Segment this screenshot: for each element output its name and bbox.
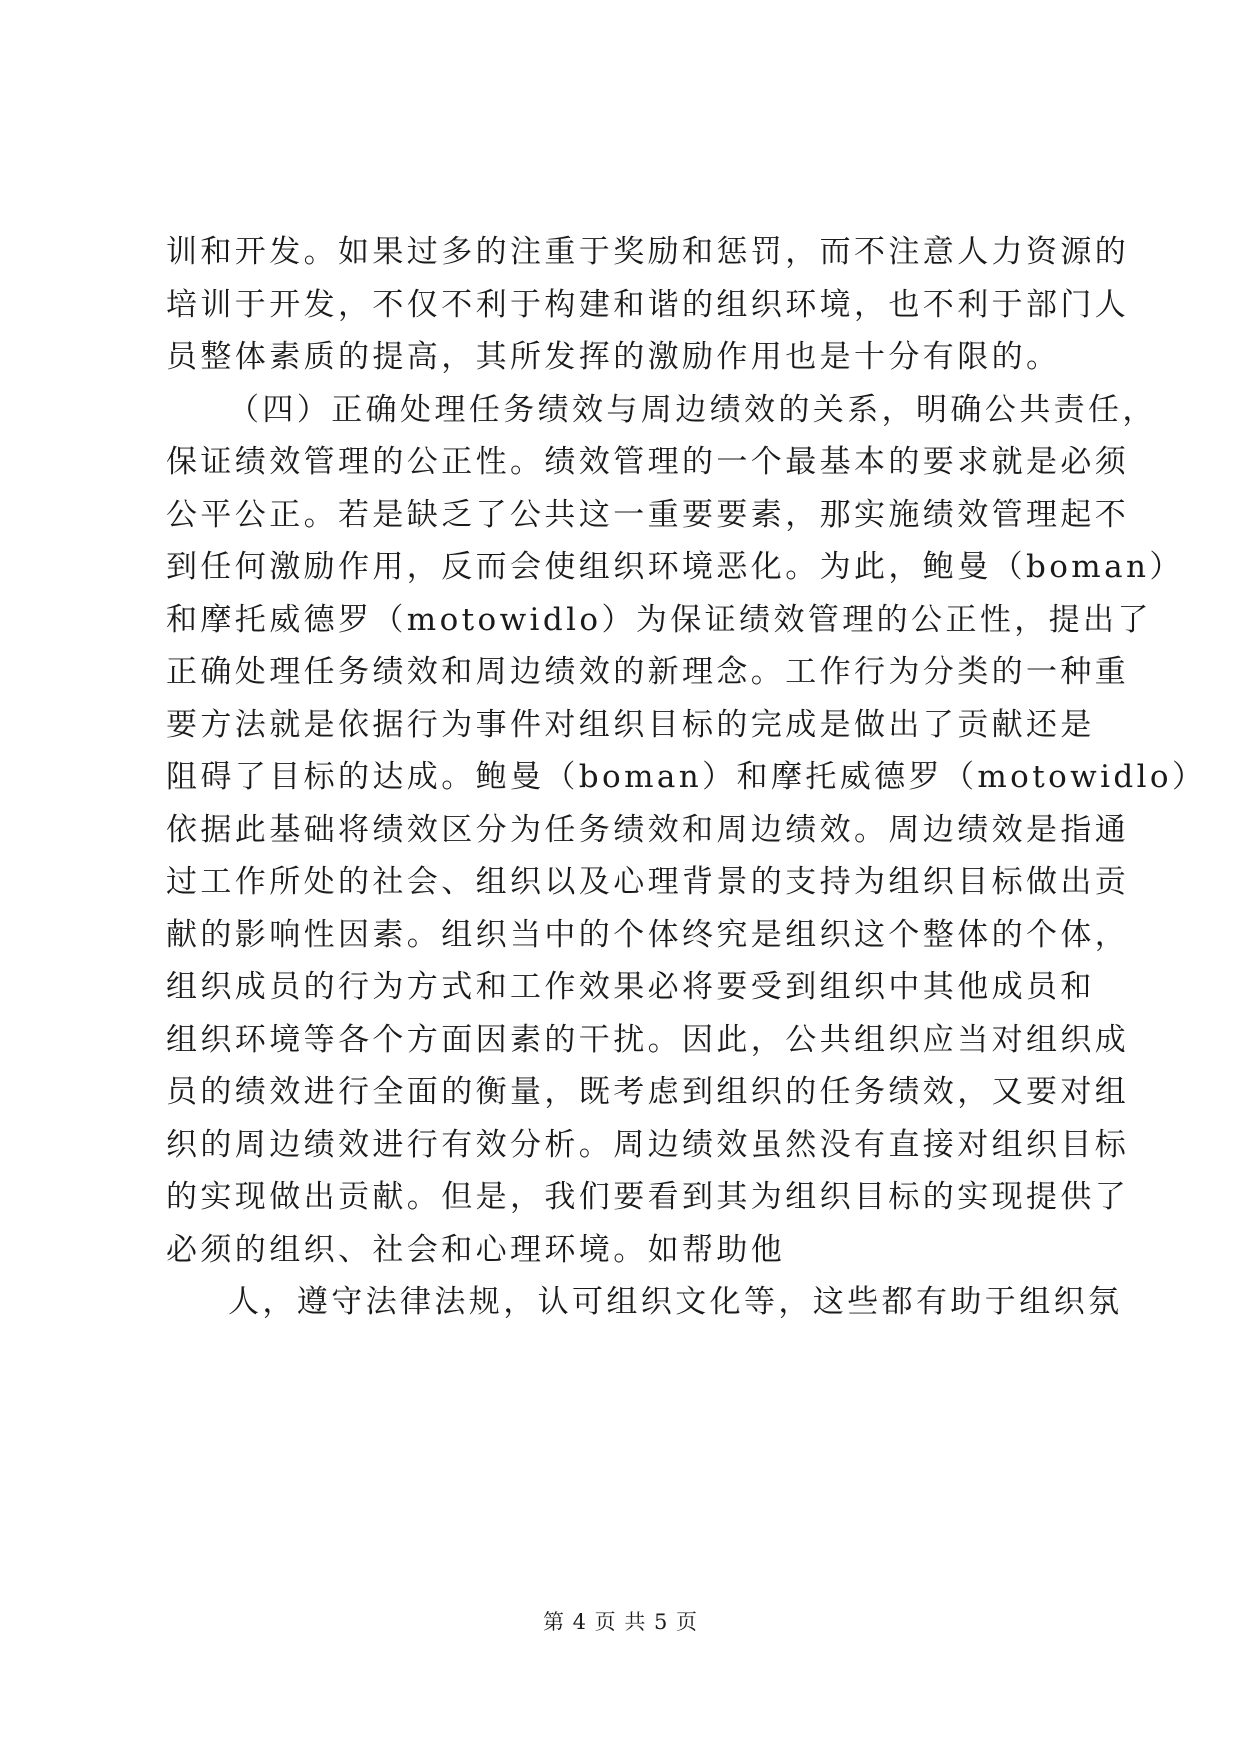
text-line: 员整体素质的提高，其所发挥的激励作用也是十分有限的。 — [166, 339, 1061, 375]
text-line: 要方法就是依据行为事件对组织目标的完成是做出了贡献还是 — [166, 706, 1095, 743]
text-line: 公平公正。若是缺乏了公共这一重要要素，那实施绩效管理起不 — [166, 496, 1130, 533]
text-line: 到任何激励作用，反而会使组织环境恶化。为此，鲍曼（boman） — [166, 549, 1184, 585]
text-line: 献的影响性因素。组织当中的个体终究是组织这个整体的个体， — [166, 916, 1130, 953]
text-line: 织的周边绩效进行有效分析。周边绩效虽然没有直接对组织目标 — [166, 1126, 1130, 1163]
text-line: 正确处理任务绩效和周边绩效的新理念。工作行为分类的一种重 — [166, 654, 1130, 690]
text-line: 组织成员的行为方式和工作效果必将要受到组织中其他成员和 — [166, 969, 1095, 1005]
text-line: 组织环境等各个方面因素的干扰。因此，公共组织应当对组织成 — [166, 1021, 1130, 1058]
text-line: 保证绩效管理的公正性。绩效管理的一个最基本的要求就是必须 — [166, 444, 1130, 480]
text-line: （四）正确处理任务绩效与周边绩效的关系，明确公共责任， — [228, 391, 1157, 428]
text-line: 和摩托威德罗（motowidlo）为保证绩效管理的公正性，提出了 — [166, 601, 1152, 638]
text-line: 必须的组织、社会和心理环境。如帮助他 — [166, 1231, 786, 1268]
text-line: 阻碍了目标的达成。鲍曼（boman）和摩托威德罗（motowidlo） — [166, 759, 1207, 795]
text-line: 依据此基础将绩效区分为任务绩效和周边绩效。周边绩效是指通 — [166, 811, 1130, 848]
page-number-footer: 第 4 页 共 5 页 — [542, 1610, 699, 1634]
text-line: 的实现做出贡献。但是，我们要看到其为组织目标的实现提供了 — [166, 1179, 1130, 1215]
text-line: 员的绩效进行全面的衡量，既考虑到组织的任务绩效，又要对组 — [166, 1074, 1130, 1110]
body-text — [166, 226, 1207, 1329]
text-line: 人，遵守法律法规，认可组织文化等，这些都有助于组织氛 — [228, 1284, 1123, 1320]
text-line: 过工作所处的社会、组织以及心理背景的支持为组织目标做出贡 — [166, 864, 1130, 900]
text-line: 训和开发。如果过多的注重于奖励和惩罚，而不注意人力资源的 — [166, 234, 1130, 270]
text-line: 培训于开发，不仅不利于构建和谐的组织环境，也不利于部门人 — [166, 286, 1130, 323]
